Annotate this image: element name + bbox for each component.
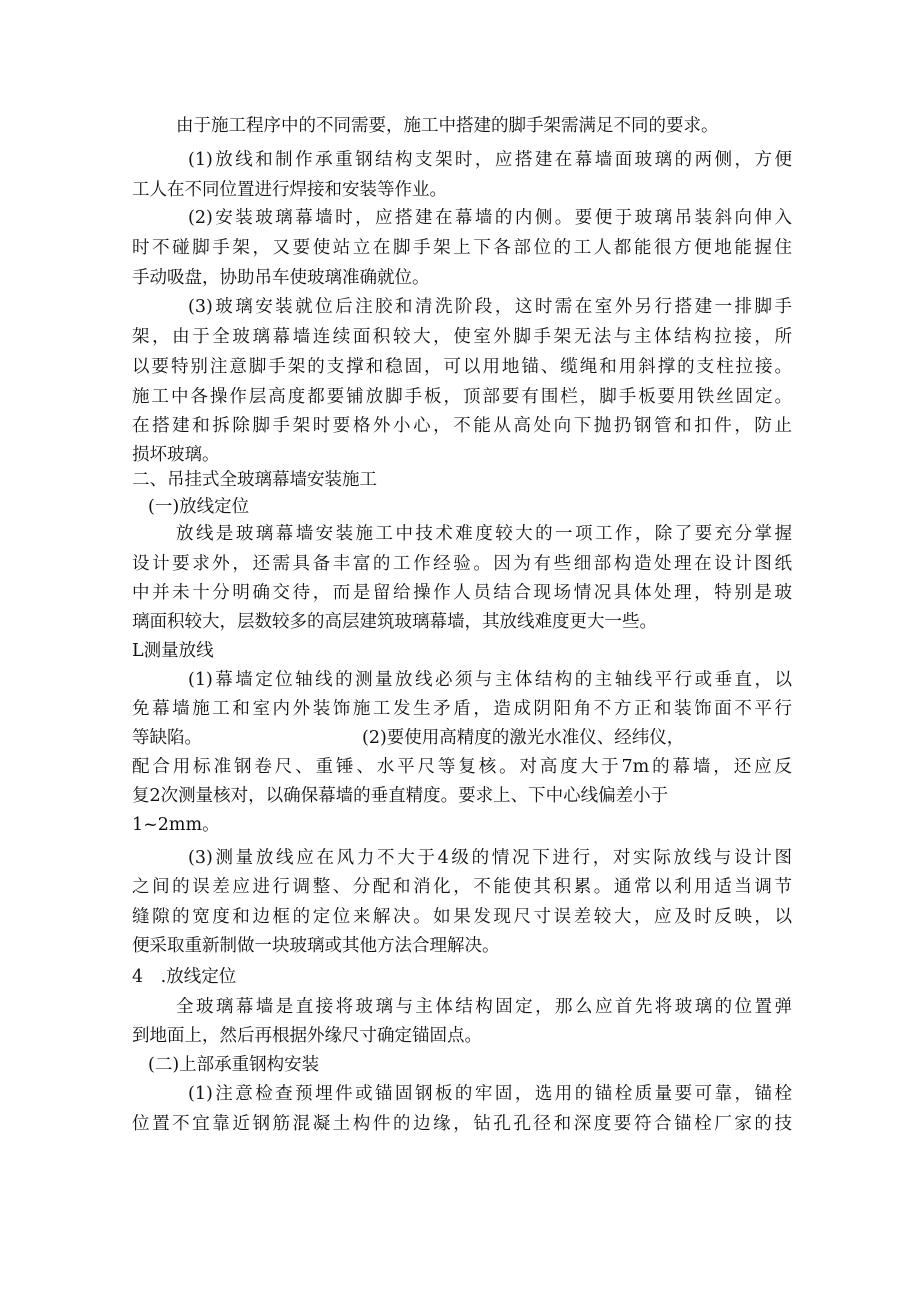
paragraph-6-line: 1~2mm。: [132, 815, 220, 835]
paragraph-3-line: 架，由于全玻璃幕墙连续面积较大，使室外脚手架无法与主体结构拉接，所: [132, 327, 792, 347]
paragraph-3-line: 在搭建和拆除脚手架时要格外小心，不能从高处向下抛扔钢管和扣件，防止: [132, 416, 792, 436]
paragraph-8-line: 全玻璃幕墙是直接将玻璃与主体结构固定，那么应首先将玻璃的位置弹: [176, 997, 792, 1017]
paragraph-7-line: (3)测量放线应在风力不大于4级的情况下进行，对实际放线与设计图: [188, 848, 792, 868]
paragraph-2-line: 时不碰脚手架，又要使站立在脚手架上下各部位的工人都能很方便地能握住: [132, 238, 792, 258]
paragraph-4-line: 放线是玻璃幕墙安装施工中技术难度较大的一项工作，除了要充分掌握: [176, 524, 792, 544]
paragraph-6-line: 配合用标准钢卷尺、重锤、水平尺等复核。对高度大于7m的幕墙，还应反: [132, 757, 792, 777]
paragraph-4-line: 中并未十分明确交待，而是留给操作人员结合现场情况具体处理，特别是玻: [132, 583, 792, 603]
paragraph-3-line: 施工中各操作层高度都要铺放脚手板，顶部要有围栏，脚手板要用铁丝固定。: [132, 387, 792, 407]
paragraph-1-line: (1)放线和制作承重钢结构支架时，应搭建在幕墙面玻璃的两侧，方便: [188, 150, 792, 170]
paragraph-8-line: 到地面上，然后再根据外缘尺寸确定锚固点。: [132, 1026, 482, 1046]
paragraph-7-line: 便采取重新制做一块玻璃或其他方法合理解决。: [132, 936, 500, 956]
paragraph-1-line: 工人在不同位置进行焊接和安装等作业。: [132, 180, 447, 200]
paragraph-3-line: 以要特别注意脚手架的支撑和稳固，可以用地锚、缆绳和用斜撑的支柱拉接。: [132, 357, 792, 377]
paragraph-7-line: 之间的误差应进行调整、分配和消化，不能使其积累。通常以利用适当调节: [132, 877, 792, 897]
paragraph-2-line: (2)安装玻璃幕墙时，应搭建在幕墙的内侧。要便于玻璃吊装斜向伸入: [188, 208, 792, 228]
paragraph-9-line: 位置不宜靠近钢筋混凝土构件的边缘，钻孔孔径和深度要符合锚栓厂家的技: [132, 1114, 792, 1134]
paragraph-5-end: 等缺陷。: [132, 728, 202, 748]
paragraph-5-line: [132, 723, 792, 753]
paragraph-4-line: 设计要求外，还需具备丰富的工作经验。因为有些细部构造处理在设计图纸: [132, 554, 792, 574]
paragraph-9-line: (1)注意检查预埋件或锚固钢板的牢固，选用的锚栓质量要可靠，锚栓: [188, 1084, 792, 1104]
subsection-heading: (一)放线定位: [148, 497, 250, 517]
paragraph-4-line: 璃面积较大，层数较多的高层建筑玻璃幕墙，其放线难度更大一些。: [132, 612, 657, 632]
paragraph-5-line: (1)幕墙定位轴线的测量放线必须与主体结构的主轴线平行或垂直，以: [188, 670, 792, 690]
paragraph-7-line: 缝隙的宽度和边框的定位来解决。如果发现尺寸误差较大，应及时反映，以: [132, 907, 792, 927]
paragraph-intro-line: 由于施工程序中的不同需要，施工中搭建的脚手架需满足不同的要求。: [176, 116, 719, 136]
section-heading: 二、吊挂式全玻璃幕墙安装施工: [132, 470, 377, 490]
paragraph-2-line: 手动吸盘，协助吊车使玻璃准确就位。: [132, 268, 430, 288]
paragraph-3-line: (3)玻璃安装就位后注胶和清洗阶段，这时需在室外另行搭建一排脚手: [188, 297, 792, 317]
paragraph-6-line: 复2次测量核对，以确保幕墙的垂直精度。要求上、下中心线偏差小于: [132, 786, 669, 806]
paragraph-3-line: 损坏玻璃。: [132, 445, 220, 465]
paragraph-6-start: (2)要使用高精度的激光水准仪、经纬仪，: [362, 728, 685, 748]
paragraph-5-line: 免幕墙施工和室内外装饰施工发生矛盾，造成阴阳角不方正和装饰面不平行: [132, 699, 792, 719]
item-heading: L测量放线: [132, 641, 214, 661]
subsection-heading: (二)上部承重钢构安装: [148, 1055, 320, 1075]
item-heading: 4 .放线定位: [132, 967, 237, 987]
